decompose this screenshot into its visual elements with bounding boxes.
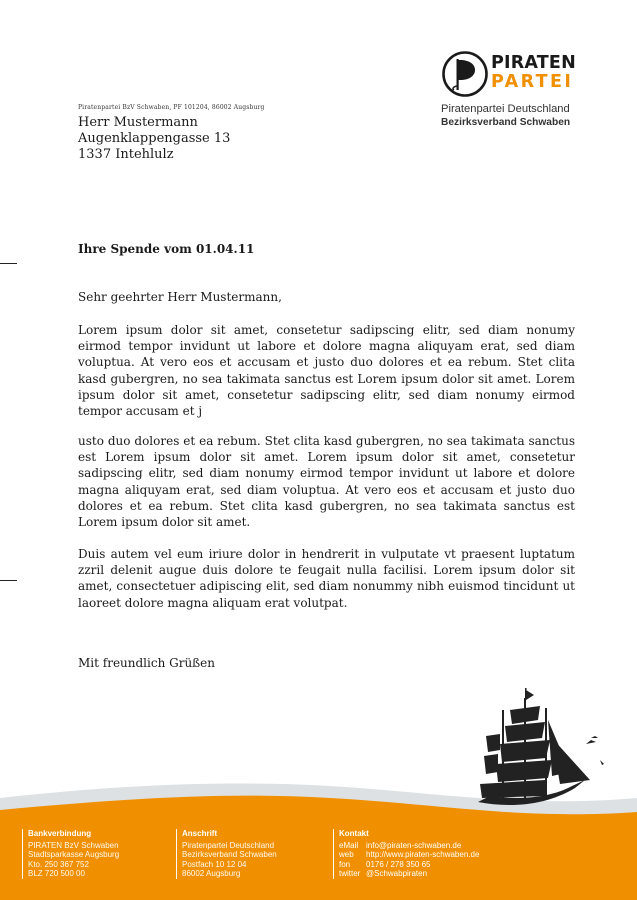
contact-twitter: [339, 869, 479, 879]
logo-text-partei: PARTEI: [491, 72, 574, 92]
footer-bank-line: PIRATEN BzV Schwaben: [28, 840, 119, 850]
fold-mark-top: [0, 263, 17, 264]
footer-contact-title: Kontakt: [339, 829, 369, 838]
salutation: Sehr geehrter Herr Mustermann,: [78, 290, 282, 304]
body-paragraph-3: Duis autem vel eum iriure dolor in hendrerit in vulputate vt praesent luptatum zzril delenit augue duis dolore te feugait nulla facilisi. Lorem ipsum dolor sit amet, consectetuer adipiscing elit, sed diam nonummy nibh euismod tincidunt ut laoreet dolore magna aliquam erat volutpat.: [78, 547, 575, 610]
contact-key: fon: [339, 859, 351, 869]
footer-address-line: Bezirksverband Schwaben: [182, 850, 277, 860]
contact-web: [339, 850, 479, 860]
contact-phone: [339, 860, 479, 870]
contact-key: eMail: [339, 840, 359, 850]
org-unit: Bezirksverband Schwaben: [441, 117, 571, 128]
recipient-city: 1337 Intehlulz: [78, 147, 174, 162]
recipient-name: Herr Mustermann: [78, 115, 198, 130]
footer-address-title: Anschrift: [182, 829, 218, 838]
ship-icon: [478, 688, 604, 805]
phone-value: 0176 / 278 350 65: [366, 859, 431, 869]
twitter-handle[interactable]: @Schwabpiraten: [366, 869, 428, 879]
footer-address-line: Postfach 10 12 04: [182, 859, 247, 869]
party-logo: [441, 50, 581, 98]
recipient-street: Augenklappengasse 13: [78, 131, 231, 146]
footer-bank-line: Kto. 250 367 752: [28, 859, 89, 869]
footer-bank: [22, 829, 119, 879]
fold-mark-bottom: [0, 580, 17, 581]
footer-bank-line: BLZ 720 500 00: [28, 869, 85, 879]
footer-contact: [333, 829, 479, 879]
contact-key: twitter: [339, 869, 361, 879]
footer-address-line: Piratenpartei Deutschland: [182, 840, 275, 850]
pirate-flag-icon: [441, 50, 489, 98]
body-paragraph-1: Lorem ipsum dolor sit amet, consetetur sadipscing elitr, sed diam nonumy eirmod tempor invidunt ut labore et dolore magna aliquyam erat, sed diam voluptua. At vero eos et accusam et justo duo dolores et ea rebum. Stet clita kasd gubergren, no sea takimata sanctus est Lorem ipsum dolor sit amet. Lorem ipsum dolor sit amet, consetetur sadipscing elitr, sed diam nonumy eirmod tempor accusam et j: [78, 323, 575, 419]
body-paragraph-2: usto duo dolores et ea rebum. Stet clita kasd gubergren, no sea takimata sanctus est Lorem ipsum dolor sit amet. Lorem ipsum dolor sit amet, consetetur sadipscing elitr, sed diam nonumy eirmod tempor invidunt ut labore et dolore magna aliquyam erat, sed diam voluptua. At vero eos et accusam et justo duo dolores et ea rebum. Stet clita kasd gubergren, no sea takimata sanctus est Lorem ipsum dolor sit amet.: [78, 434, 575, 530]
letter-subject: Ihre Spende vom 01.04.11: [78, 242, 255, 256]
footer-bank-title: Bankverbindung: [28, 829, 92, 838]
recipient-address: [78, 115, 230, 163]
contact-key: web: [339, 850, 354, 860]
footer-address-line: 86002 Augsburg: [182, 869, 241, 879]
logo-text-piraten: PIRATEN: [491, 53, 576, 73]
org-name: Piratenpartei Deutschland: [441, 103, 570, 115]
contact-email: [339, 841, 479, 851]
sender-return-line: Piratenpartei BzV Schwaben, PF 101204, 86002 Augsburg: [78, 104, 265, 111]
closing: Mit freundlich Grüßen: [78, 656, 216, 670]
footer-address: [176, 829, 277, 879]
web-link[interactable]: http://www.piraten-schwaben.de: [366, 850, 480, 860]
footer-bank-line: Stadtsparkasse Augsburg: [28, 850, 120, 860]
email-link[interactable]: info@piraten-schwaben.de: [366, 840, 462, 850]
